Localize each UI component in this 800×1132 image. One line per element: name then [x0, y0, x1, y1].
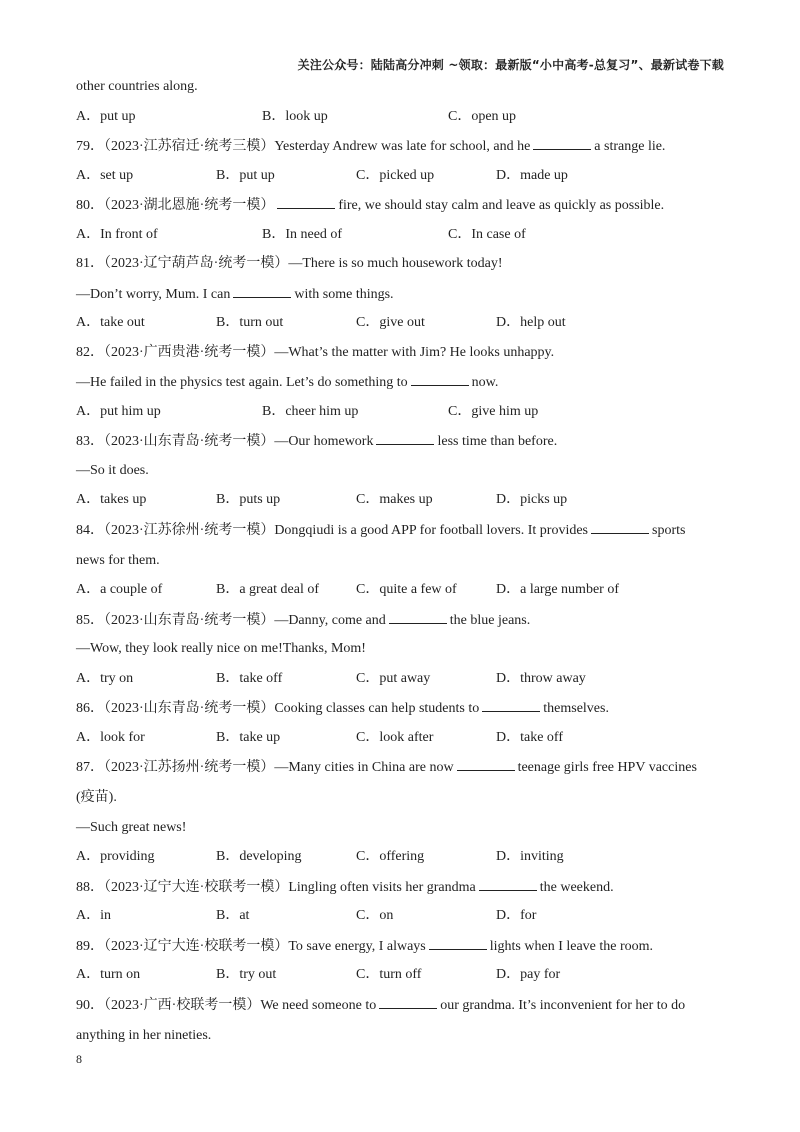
- question-83: 83．（2023·山东青岛·统考一模）—Our homework less time than before.: [76, 434, 558, 449]
- option-c: C．picked up: [356, 167, 435, 183]
- question-88: 88．（2023·辽宁大连·校联考一模）Lingling often visits her grandma the weekend.: [76, 879, 614, 895]
- option-c: C．turn off: [356, 967, 422, 982]
- option-b: B．at: [216, 908, 250, 923]
- option-b: B．In need of: [262, 226, 343, 242]
- options-row: [76, 167, 726, 197]
- options-row: [76, 907, 726, 937]
- option-d: D．for: [496, 908, 537, 923]
- options-row: [76, 226, 726, 256]
- option-b: B．take up: [216, 729, 281, 745]
- dialogue-reply: —So it does.: [76, 462, 149, 478]
- option-a: A．in: [76, 908, 111, 923]
- option-a: A．take out: [76, 315, 145, 330]
- option-d: D．pay for: [496, 967, 561, 982]
- option-a: A．In front of: [76, 226, 158, 242]
- option-d: D．take off: [496, 729, 563, 745]
- options-row: [76, 966, 726, 996]
- option-b: B．a great deal of: [216, 582, 320, 597]
- option-b: B．turn out: [216, 315, 284, 330]
- answer-blank: [233, 285, 291, 298]
- option-b: B．developing: [216, 849, 302, 864]
- options-row: [76, 670, 726, 700]
- answer-blank: [479, 878, 537, 891]
- option-b: B．put up: [216, 167, 275, 183]
- option-d: D．a large number of: [496, 582, 619, 597]
- option-d: D．inviting: [496, 849, 564, 864]
- option-b: B．cheer him up: [262, 403, 359, 419]
- option-a: A．try on: [76, 670, 134, 686]
- question-84: 84．（2023·江苏徐州·统考一模）Dongqiudi is a good APP for football lovers. It provides sports: [76, 522, 686, 538]
- question-continuation: anything in her nineties.: [76, 1027, 212, 1043]
- option-b: B．puts up: [216, 492, 281, 507]
- answer-blank: [411, 373, 469, 386]
- option-a: A．a couple of: [76, 582, 163, 597]
- option-d: D．picks up: [496, 492, 568, 507]
- option-c: C．quite a few of: [356, 582, 457, 597]
- question-stem: 79．（2023·江苏宿迁·统考三模）Yesterday Andrew was late for school, and he: [76, 139, 531, 154]
- answer-blank: [379, 996, 437, 1009]
- option-a: A．put him up: [76, 403, 161, 419]
- question-90: 90．（2023·广西·校联考一模）We need someone to our grandma. It’s inconvenient for her to do: [76, 997, 686, 1013]
- question-85: 85．（2023·山东青岛·统考一模）—Danny, come and the blue jeans.: [76, 612, 531, 628]
- question-82: 82．（2023·广西贵港·统考一模）—What’s the matter with Jim? He looks unhappy.: [76, 344, 555, 360]
- option-b: B．try out: [216, 967, 277, 982]
- option-b: B．look up: [262, 108, 328, 124]
- question-continuation: other countries along.: [76, 79, 198, 94]
- option-a: A．look for: [76, 729, 145, 745]
- question-stem: 80．（2023·湖北恩施·统考一模）: [76, 198, 275, 213]
- option-c: C．In case of: [448, 226, 526, 242]
- page-header: 关注公众号：陆陆高分冲刺 ~领取：最新版“小中高考-总复习”、最新试卷下载: [297, 58, 724, 72]
- option-d: D．made up: [496, 167, 568, 183]
- options-row: [76, 848, 726, 878]
- dialogue-reply: —Wow, they look really nice on me!Thanks, Mom!: [76, 641, 366, 656]
- question-79: [76, 137, 726, 167]
- option-a: A．takes up: [76, 492, 147, 507]
- option-c: C．makes up: [356, 492, 433, 507]
- question-81: 81．（2023·辽宁葫芦岛·统考一模）—There is so much housework today!: [76, 256, 503, 271]
- question-89: 89．（2023·辽宁大连·校联考一模）To save energy, I always lights when I leave the room.: [76, 938, 654, 954]
- options-row: [76, 729, 726, 759]
- answer-blank: [376, 432, 434, 445]
- answer-blank: [482, 699, 540, 712]
- option-a: A．providing: [76, 849, 155, 864]
- dialogue-reply: —He failed in the physics test again. Let’s do something to now.: [76, 375, 499, 390]
- option-c: C．on: [356, 908, 394, 923]
- answer-blank: [533, 137, 591, 150]
- option-a: A．set up: [76, 167, 134, 183]
- option-c: C．put away: [356, 670, 431, 686]
- question-list: [76, 78, 726, 1056]
- option-d: D．throw away: [496, 670, 586, 686]
- option-c: C．give him up: [448, 403, 539, 419]
- options-row: [76, 403, 726, 433]
- option-a: A．turn on: [76, 967, 141, 982]
- answer-blank: [591, 521, 649, 534]
- question-continuation: (疫苗).: [76, 790, 117, 805]
- option-c: C．give out: [356, 315, 425, 330]
- dialogue-reply: —Such great news!: [76, 819, 187, 835]
- option-a: A．put up: [76, 108, 136, 124]
- option-c: C．open up: [448, 108, 517, 124]
- answer-blank: [389, 611, 447, 624]
- question-87: 87．（2023·江苏扬州·统考一模）—Many cities in China are now teenage girls free HPV vaccines: [76, 760, 697, 775]
- options-row: [76, 314, 726, 344]
- option-b: B．take off: [216, 670, 283, 686]
- answer-blank: [429, 937, 487, 950]
- option-c: C．look after: [356, 729, 434, 745]
- question-stem: fire, we should stay calm and leave as quickly as possible.: [338, 198, 665, 213]
- options-row: [76, 491, 726, 521]
- options-row: [76, 108, 726, 138]
- question-stem: a strange lie.: [594, 139, 666, 154]
- page-number: 8: [76, 1052, 82, 1066]
- question-80: [76, 196, 726, 226]
- options-row: [76, 581, 726, 611]
- dialogue-reply: —Don’t worry, Mum. I can with some things.: [76, 286, 394, 302]
- option-d: D．help out: [496, 315, 566, 330]
- question-86: 86．（2023·山东青岛·统考一模）Cooking classes can help students to themselves.: [76, 701, 609, 716]
- option-c: C．offering: [356, 849, 425, 864]
- question-continuation: news for them.: [76, 552, 160, 568]
- answer-blank: [457, 758, 515, 771]
- answer-blank: [277, 196, 335, 209]
